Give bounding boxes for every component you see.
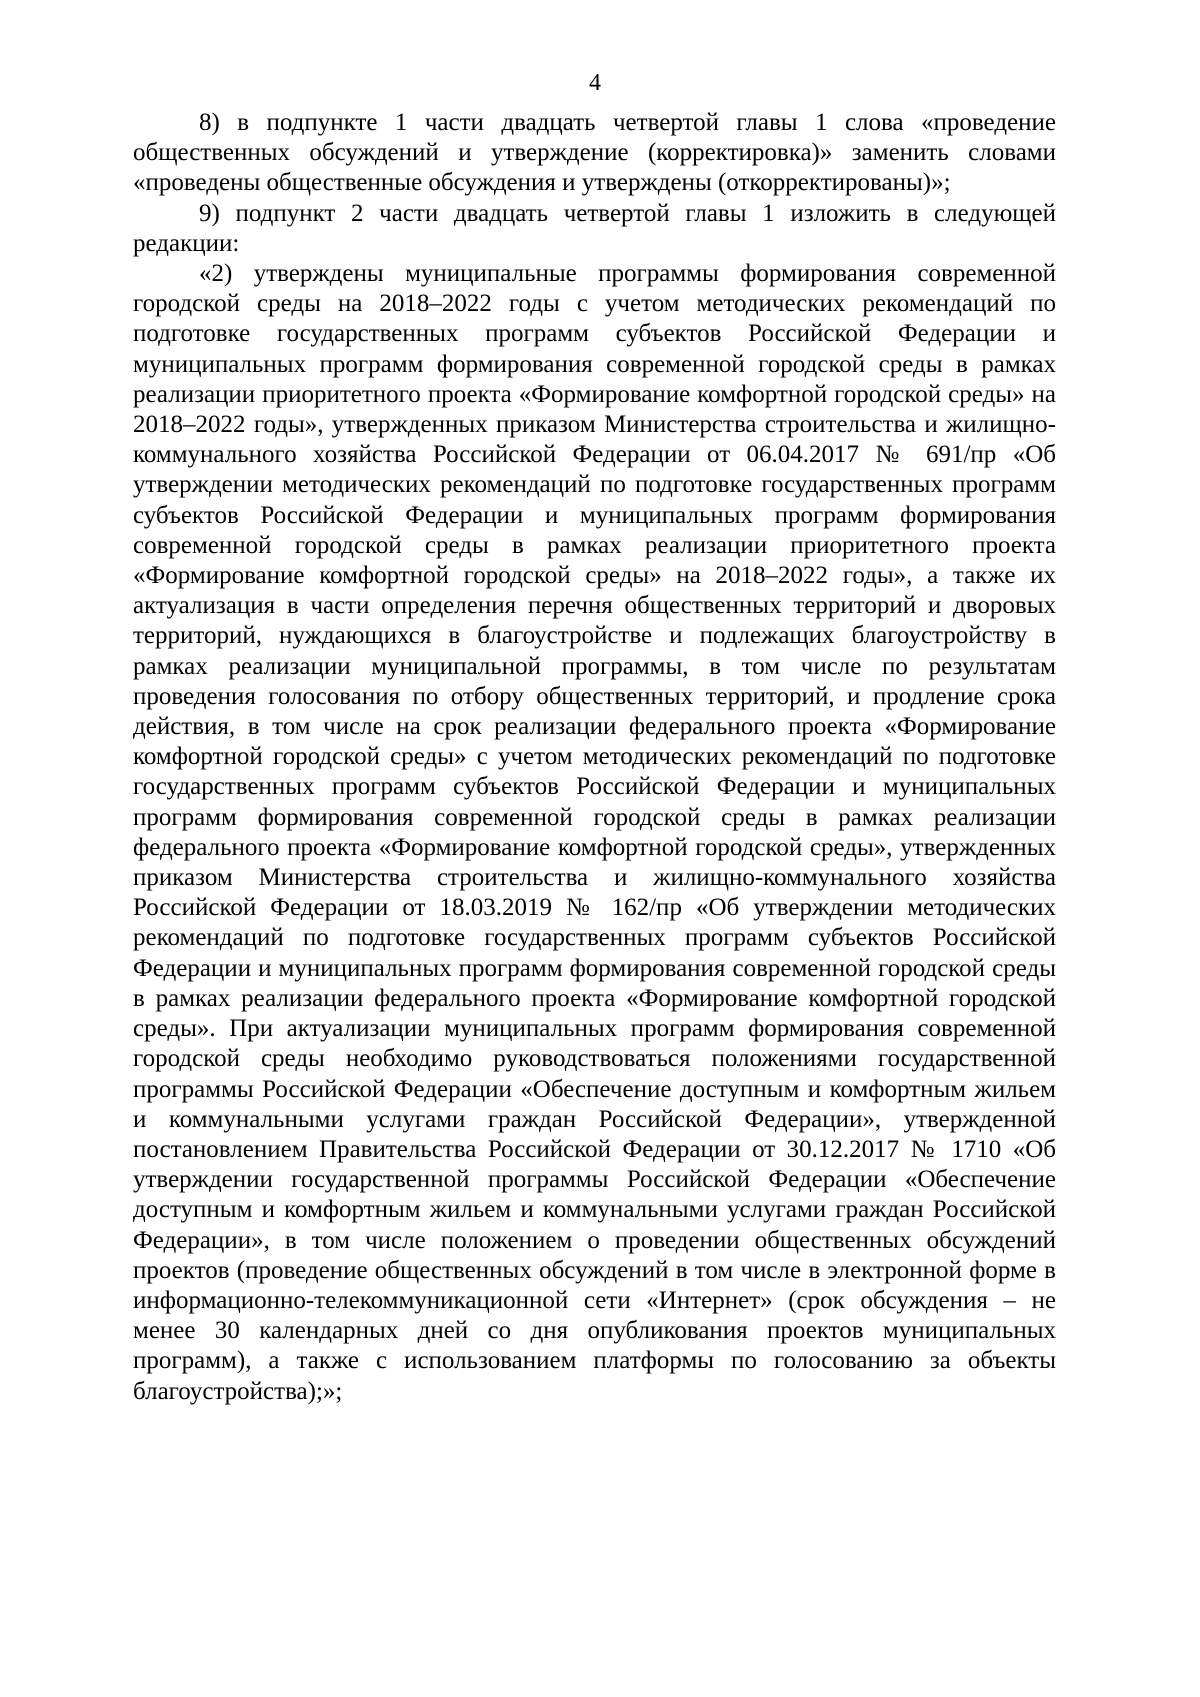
paragraph-subitem-2-text: «2) утверждены муниципальные программы формирования современной городской среды на 2018–2022 годы с учетом методических рекомендаций по подготовке государственных программ субъектов Российской Федерации и муниципальных программ формирования современной городской среды в рамках реализации приоритетного проекта «Формирование комфортной городской среды» на 2018–2022 годы», утвержденных приказом Министерства строительства и жилищно-коммунального хозяйства Российской Федерации от 06.04.2017 № 691/пр «Об утверждении методических рекомендаций по подготовке государственных программ субъектов Российской Федерации и муниципальных программ формирования современной городской среды в рамках реализации приоритетного проекта «Формирование комфортной городской среды» на 2018–2022 годы», а также их актуализация в части определения перечня общественных территорий и дворовых территорий, нуждающихся в благоустройстве и подлежащих благоустройству в рамках реализации муниципальной программы, в том числе по результатам проведения голосования по отбору общественных территорий, и продление срока действия, в том числе на срок реализации федерального проекта «Формирование комфортной городской среды» с учетом методических рекомендаций по подготовке государственных программ субъектов Российской Федерации и муниципальных программ формирования современной городской среды в рамках реализации федерального проекта «Формирование комфортной городской среды», утвержденных приказом Министерства строительства и жилищно-коммунального хозяйства Российской Федерации от 18.03.2019 № 162/пр «Об утверждении методических рекомендаций по подготовке государственных программ субъектов Российской Федерации и муниципальных программ формирования современной городской среды в рамках реализации федерального проекта «Формирование комфортной городской среды». При актуализации муниципальных программ формирования современной городской среды необходимо руководствоваться положениями государственной программы Российской Федерации «Обеспечение доступным и комфортным жильем и коммунальными услугами граждан Российской Федерации», утвержденной постановлением Правительства Российской Федерации от 30.12.2017 № 1710 «Об утверждении государственной программы Российской Федерации «Обеспечение доступным и комфортным жильем и коммунальными услугами граждан Российской Федерации», в том числе положением о проведении общественных обсуждений проектов (проведение общественных обсуждений в том числе в электронной форме в информационно-телекоммуникационной сети «Интернет» (срок обсуждения – не менее 30 календарных дней со дня опубликования проектов муниципальных программ), а также с использованием платформы по голосованию за объекты благоустройства);»; [133,260,1056,1405]
document-body [133,108,1056,1407]
paragraph-item-9: 9) подпункт 2 части двадцать четвертой главы 1 изложить в следующей редакции: [133,199,1056,257]
page-number: 4 [589,70,601,96]
paragraph-item-8: 8) в подпункте 1 части двадцать четвертой главы 1 слова «проведение общественных обсуждений и утверждение (корректировка)» заменить словами «проведены общественные обсуждения и утверждены (откорректированы)»; [133,109,1056,197]
